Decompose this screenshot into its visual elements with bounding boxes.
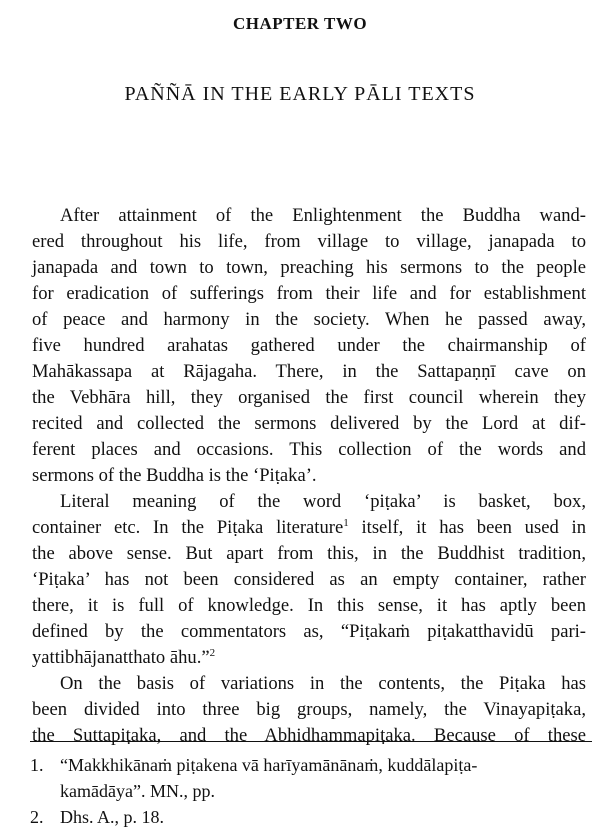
text-line: the above sense. But apart from this, in the Buddhist tradition, (32, 543, 586, 564)
text-line: On the basis of variations in the contents, the Piṭaka has (60, 673, 586, 694)
footnote (30, 752, 590, 778)
footnote-text: “Makkhikānaṁ piṭakena vā harīyamānānaṁ, kuddālapiṭa- (60, 755, 478, 775)
text-line: After attainment of the Enlightenment the Buddha wand- (60, 205, 586, 226)
footnote-number: 1. (30, 755, 44, 775)
text-line: been divided into three big groups, namely, the Vinayapiṭaka, (32, 699, 586, 720)
text-segment: container etc. In the Piṭaka literature (32, 517, 344, 538)
text-line (32, 645, 586, 671)
footnote-ref: 1 (343, 516, 349, 529)
chapter-title: PAÑÑĀ IN THE EARLY PĀLI TEXTS (124, 83, 476, 105)
chapter-heading: CHAPTER TWO (232, 14, 368, 33)
text-line: the Vebhāra hill, they organised the first council wherein they (32, 387, 586, 408)
footnote-divider (30, 741, 592, 742)
footnote-number: 2. (30, 807, 44, 827)
footnotes (30, 752, 590, 830)
text-line: the Suttapiṭaka, and the Abhidhammapiṭaka. Because of these (32, 725, 586, 746)
text-line: sermons of the Buddha is the ‘Piṭaka’. (32, 465, 317, 486)
text-line: of peace and harmony in the society. When he passed away, (32, 309, 586, 330)
text-line: there, it is full of knowledge. In this sense, it has aptly been (32, 595, 586, 616)
text-segment: itself, it has been used in (348, 517, 586, 538)
footnote-continuation: kamādāya”. MN., pp. (60, 781, 215, 801)
text-line: for eradication of sufferings from their life and for establishment (32, 283, 586, 304)
text-line: recited and collected the sermons delivered by the Lord at dif- (32, 413, 586, 434)
text-line: Literal meaning of the word ‘piṭaka’ is basket, box, (60, 491, 586, 512)
text-line: janapada and town to town, preaching his sermons to the people (32, 257, 586, 278)
text-line: Mahākassapa at Rājagaha. There, in the Sattapaṇṇī cave on (32, 361, 586, 382)
paragraph (32, 489, 586, 671)
text-line: ered throughout his life, from village to village, janapada to (32, 231, 586, 252)
footnote-text: Dhs. A., p. 18. (60, 807, 165, 827)
text-line (32, 515, 586, 541)
footnote (30, 804, 590, 830)
text-line: ferent places and occasions. This collection of the words and (32, 439, 586, 460)
paragraph (32, 671, 586, 749)
text-segment: yattibhājanatthato āhu.” (32, 647, 210, 668)
text-line: defined by the commentators as, “Piṭakaṁ piṭakatthavidū pari- (32, 621, 586, 642)
paragraph (32, 203, 586, 489)
footnote-ref: 2 (209, 646, 216, 659)
text-line: five hundred arahatas gathered under the chairmanship of (32, 335, 586, 356)
body-text (32, 203, 586, 749)
text-line: ‘Piṭaka’ has not been considered as an empty container, rather (32, 569, 586, 590)
